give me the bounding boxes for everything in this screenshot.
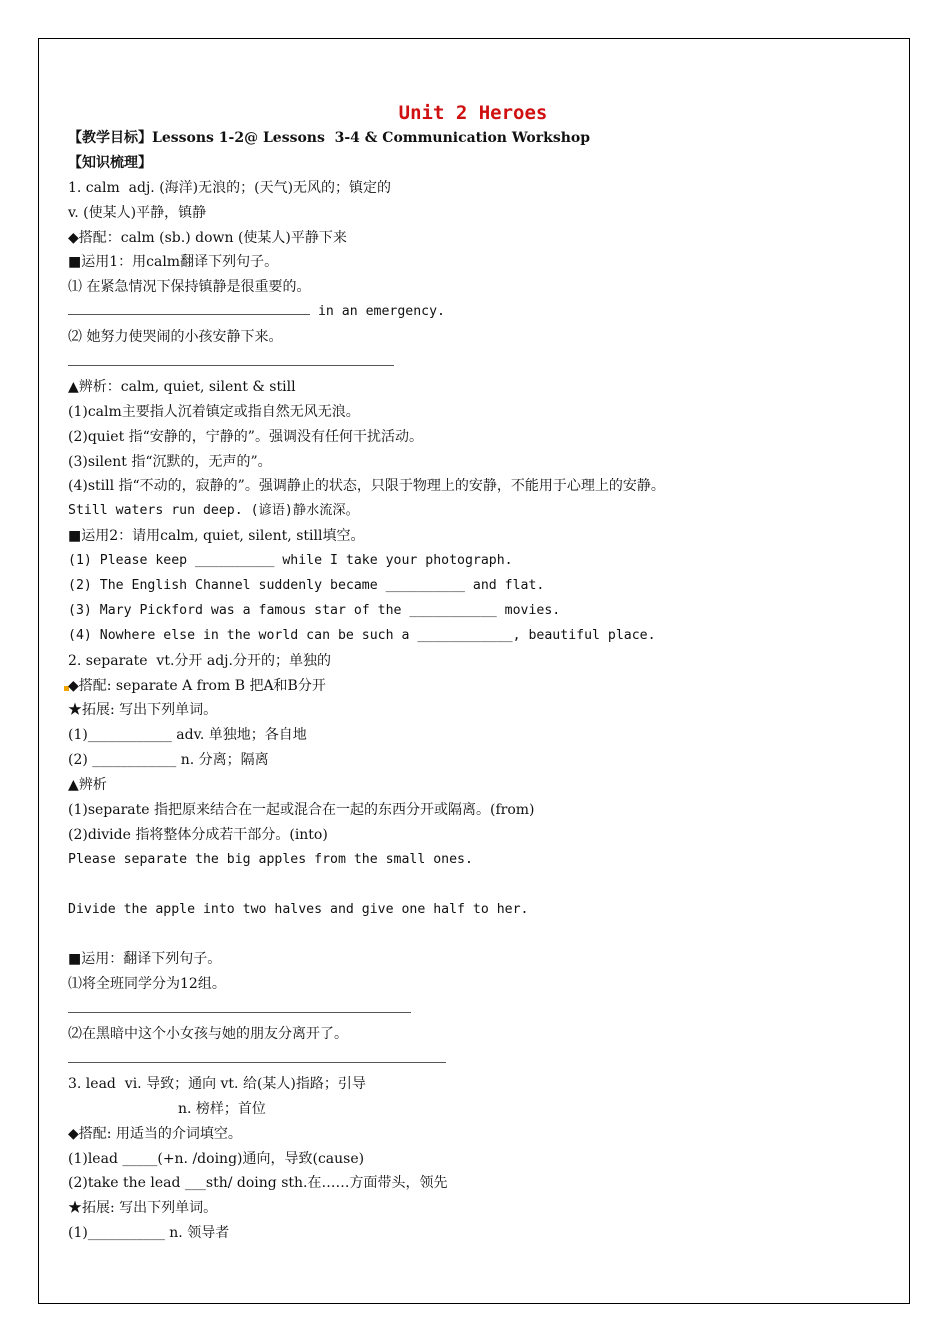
answer-suffix: in an emergency.	[310, 304, 445, 320]
comparison-silent: (3)silent 指“沉默的，无声的”。	[68, 453, 272, 470]
separate-extension-1: (1)____________ adv. 单独地；各自地	[68, 727, 307, 744]
comparison-still: (4)still 指“不动的，寂静的”。强调静止的状态，只限于物理上的安静，不能用于心理上的安静。	[68, 478, 665, 495]
exercise-2-item-2: (2) The English Channel suddenly became __________ and flat.	[68, 578, 545, 594]
comparison-quiet: (2)quiet 指“安静的，宁静的”。强调没有任何干扰活动。	[68, 428, 423, 445]
lead-extension-1: (1)___________ n. 领导者	[68, 1225, 230, 1242]
calm-collocation: ◆搭配：calm (sb.) down (使某人)平静下来	[68, 229, 347, 246]
worksheet-content	[68, 100, 888, 1246]
exercise-3-answer-1	[68, 997, 888, 1022]
separate-comparison-1: (1)separate 指把原来结合在一起或混合在一起的东西分开或隔离。(from)	[68, 802, 535, 819]
lead-definition: 3. lead vi. 导致；通向 vt. 给(某人)指路；引导	[68, 1075, 366, 1092]
exercise-1-item-1: ⑴ 在紧急情况下保持镇静是很重要的。	[68, 279, 311, 296]
exercise-1-heading: ■运用1：用calm翻译下列句子。	[68, 254, 279, 271]
exercise-3-item-2: ⑵在黑暗中这个小女孩与她的朋友分离开了。	[68, 1026, 348, 1043]
example-separate: Please separate the big apples from the small ones.	[68, 851, 473, 867]
answer-blank[interactable]	[68, 300, 310, 315]
separate-comparison-heading: ▲辨析	[68, 777, 107, 794]
answer-blank[interactable]	[68, 1048, 446, 1063]
section-heading: 【知识梳理】	[68, 154, 152, 171]
spacer	[68, 923, 888, 948]
separate-definition: 2. separate vt.分开 adj.分开的；单独的	[68, 652, 331, 669]
lead-extension-heading: ★拓展: 写出下列单词。	[68, 1200, 218, 1217]
exercise-3-item-1: ⑴将全班同学分为12组。	[68, 976, 226, 993]
exercise-2-item-1: (1) Please keep __________ while I take your photograph.	[68, 553, 513, 569]
comparison-heading: ▲辨析：calm, quiet, silent & still	[68, 378, 296, 395]
lead-noun-definition: n. 榜样；首位	[178, 1100, 266, 1117]
comparison-calm: (1)calm主要指人沉着镇定或指自然无风无浪。	[68, 403, 360, 420]
exercise-1-answer-2	[68, 350, 888, 375]
exercise-1-answer-1	[68, 300, 888, 325]
separate-collocation: ◆搭配: separate A from B 把A和B分开	[68, 677, 326, 694]
exercise-1-item-2: ⑵ 她努力使哭闹的小孩安静下来。	[68, 329, 283, 346]
lead-collocation-heading: ◆搭配: 用适当的介词填空。	[68, 1125, 242, 1142]
exercise-3-answer-2	[68, 1047, 888, 1072]
separate-extension-heading: ★拓展: 写出下列单词。	[68, 702, 218, 719]
answer-blank[interactable]	[68, 351, 394, 366]
separate-comparison-2: (2)divide 指将整体分成若干部分。(into)	[68, 826, 328, 843]
lead-collocation-2: (2)take the lead ___sth/ doing sth.在……方面带头，领先	[68, 1175, 448, 1192]
exercise-2-heading: ■运用2：请用calm, quiet, silent, still填空。	[68, 528, 365, 545]
exercise-3-heading: ■运用：翻译下列句子。	[68, 951, 222, 968]
lead-collocation-1: (1)lead _____(+n. /doing)通向，导致(cause)	[68, 1150, 365, 1167]
separate-extension-2: (2) ____________ n. 分离；隔离	[68, 752, 269, 769]
spacer	[68, 873, 888, 898]
page-title: Unit 2 Heroes	[398, 102, 548, 124]
exercise-2-item-4: (4) Nowhere else in the world can be such a ____________, beautiful place.	[68, 627, 656, 643]
calm-definition: 1. calm adj. (海洋)无浪的；(天气)无风的；镇定的	[68, 179, 392, 196]
answer-blank[interactable]	[68, 998, 411, 1013]
objectives-line: 【教学目标】Lessons 1-2@ Lessons 3-4 & Communication Workshop	[68, 130, 591, 146]
calm-verb-definition: v. (使某人)平静，镇静	[68, 204, 207, 221]
exercise-2-item-3: (3) Mary Pickford was a famous star of the ___________ movies.	[68, 602, 561, 618]
example-divide: Divide the apple into two halves and give one half to her.	[68, 901, 529, 917]
proverb-line: Still waters run deep. (谚语)静水流深。	[68, 503, 359, 519]
